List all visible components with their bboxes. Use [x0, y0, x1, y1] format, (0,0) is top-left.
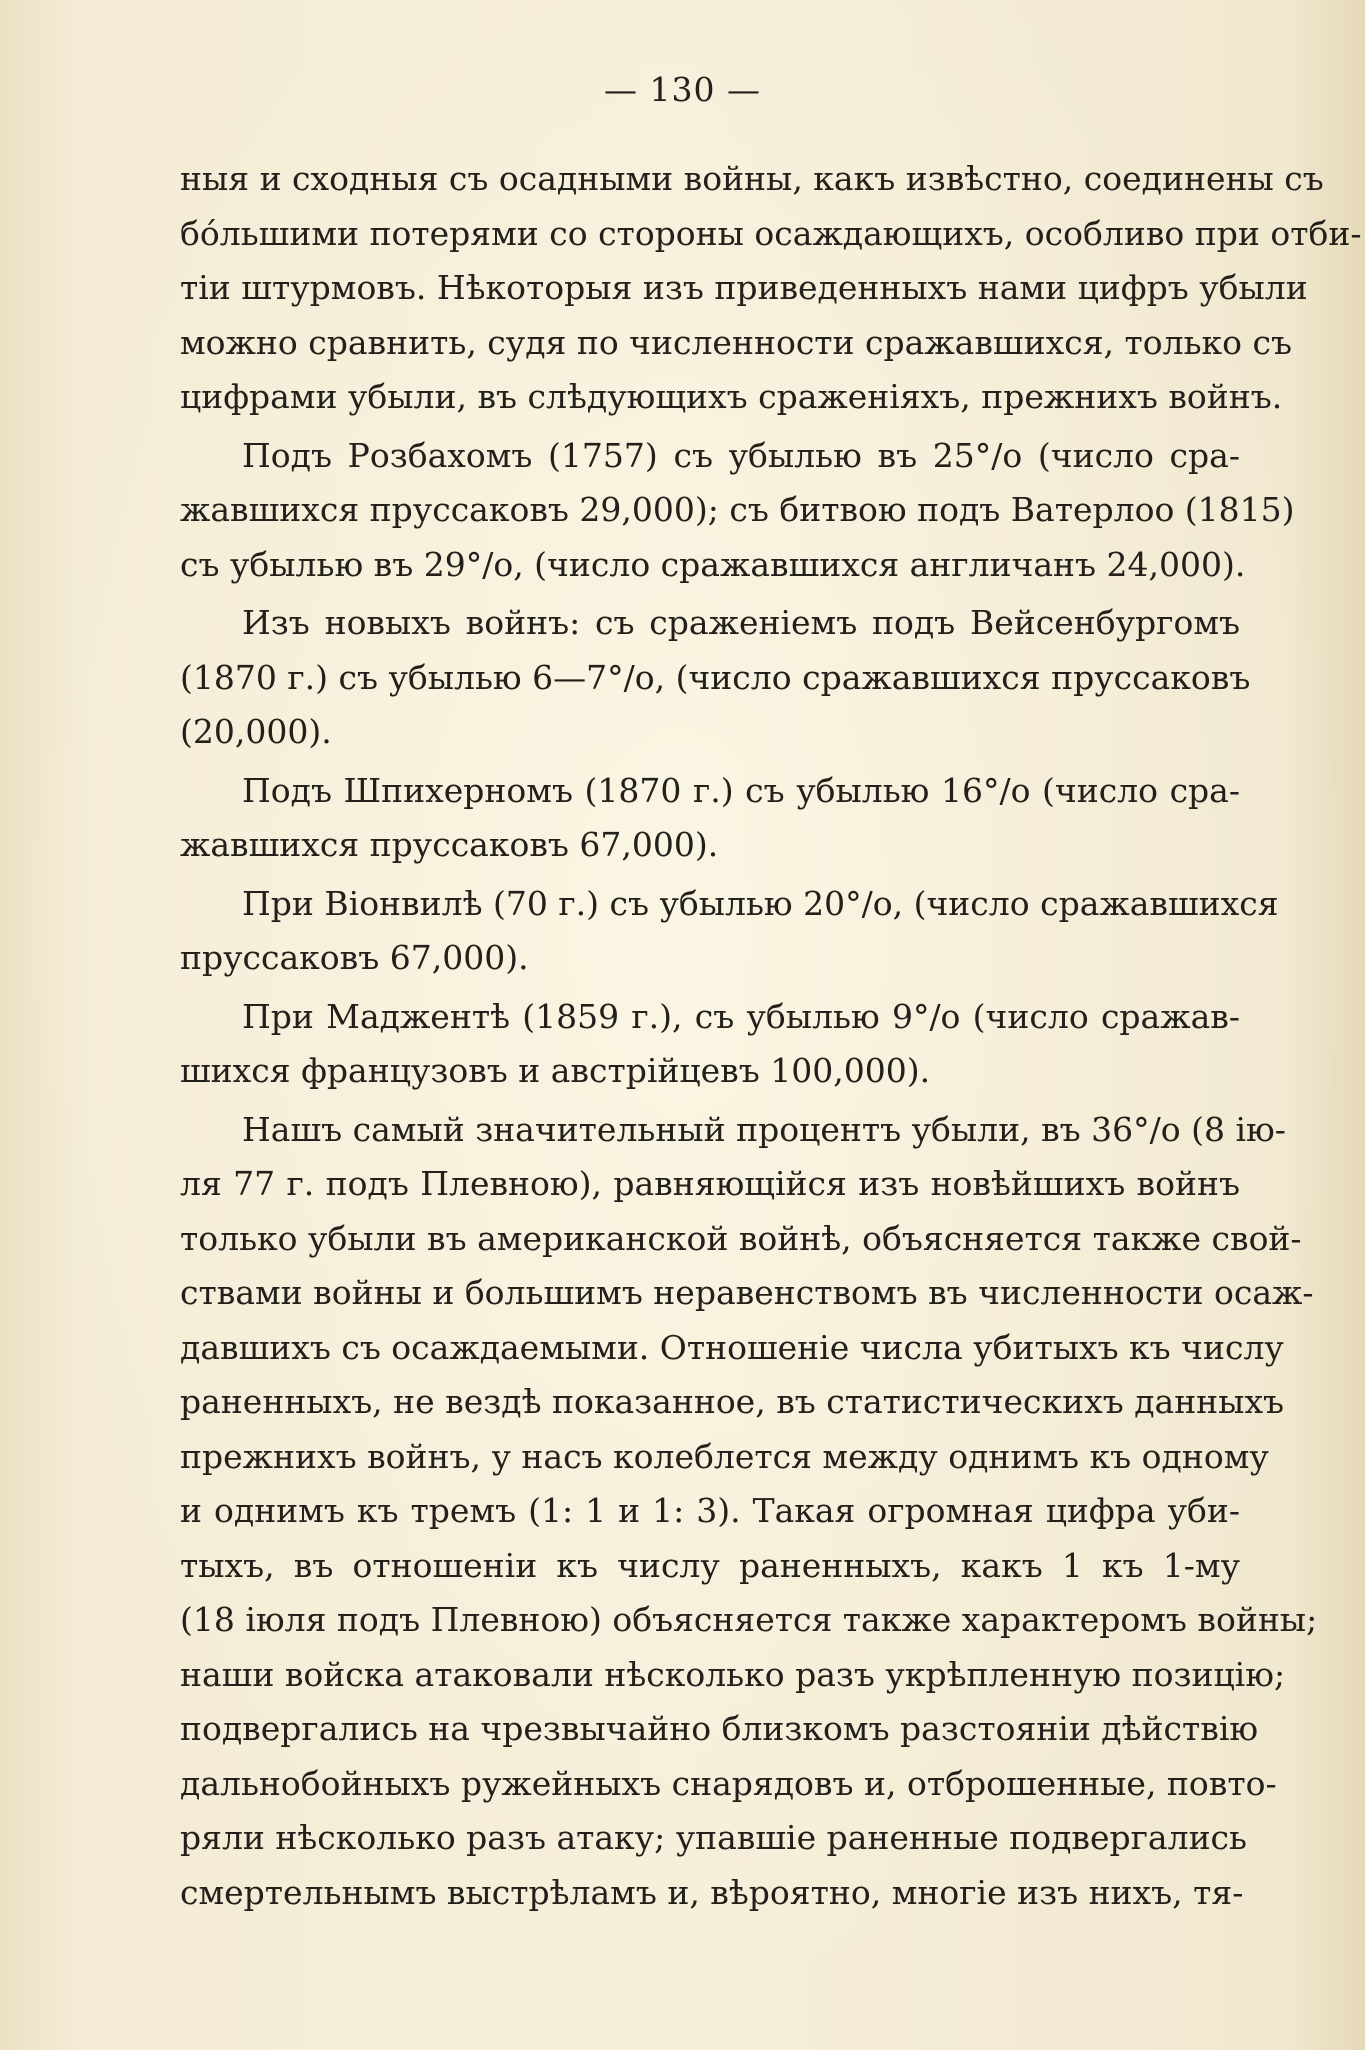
text-line: Подъ Розбахомъ (1757) съ убылью въ 25°/o (число сра-	[242, 435, 1240, 475]
text-line: подвергались на чрезвычайно близкомъ разстояніи дѣйствію	[180, 1709, 1259, 1748]
text-line: дальнобойныхъ ружейныхъ снарядовъ и, отброшенные, повто-	[180, 1763, 1277, 1803]
text-line: шихся французовъ и австрійцевъ 100,000).	[180, 1051, 931, 1090]
text-line: жавшихся пруссаковъ 29,000); съ битвою подъ Ватерлоо (1815)	[180, 490, 1295, 529]
text-line: раненныхъ, не вездѣ показанное, въ статистическихъ данныхъ	[180, 1382, 1285, 1421]
paragraph	[180, 877, 1279, 986]
text-line: съ убылью въ 29°/o, (число сражавшихся англичанъ 24,000).	[180, 544, 1246, 584]
paragraph	[180, 764, 1240, 873]
page-number: — 130 —	[604, 70, 761, 109]
text-line: и однимъ къ тремъ (1: 1 и 1: 3). Такая огромная цифра уби-	[180, 1491, 1240, 1530]
text-line: пруссаковъ 67,000).	[180, 938, 529, 977]
paragraph	[180, 152, 1362, 425]
text-line: давшихъ съ осаждаемыми. Отношеніе числа убитыхъ къ числу	[180, 1327, 1284, 1367]
text-line: тыхъ, въ отношеніи къ числу раненныхъ, какъ 1 къ 1-му	[180, 1545, 1240, 1585]
text-line: (18 іюля подъ Плевною) объясняется также характеромъ войны;	[180, 1600, 1318, 1639]
text-line: Подъ Шпихерномъ (1870 г.) съ убылью 16°/o (число сра-	[242, 770, 1240, 810]
text-line: Нашъ самый значительный процентъ убыли, въ 36°/o (8 ію-	[242, 1109, 1286, 1149]
text-line: только убыли въ американской войнѣ, объясняется также свой-	[180, 1218, 1302, 1258]
paragraph	[180, 429, 1295, 593]
text-line: можно сравнить, судя по численности сражавшихся, только съ	[180, 322, 1293, 362]
text-line: ля 77 г. подъ Плевною), равняющійся изъ новѣйшихъ войнъ	[180, 1164, 1240, 1203]
text-line: (1870 г.) съ убылью 6—7°/o, (число сражавшихся пруссаковъ	[180, 657, 1251, 697]
text-line: ныя и сходныя съ осадными войны, какъ извѣстно, соединены съ	[180, 159, 1324, 198]
body-text	[180, 152, 1362, 1920]
text-line: ствами войны и большимъ неравенствомъ въ численности осаж-	[180, 1273, 1314, 1312]
text-line: смертельнымъ выстрѣламъ и, вѣроятно, многіе изъ нихъ, тя-	[180, 1872, 1244, 1912]
text-line: ряли нѣсколько разъ атаку; упавшіе раненные подвергались	[180, 1818, 1248, 1857]
text-line: прежнихъ войнъ, у насъ колеблется между однимъ къ одному	[180, 1436, 1269, 1476]
text-line: наши войска атаковали нѣсколько разъ укрѣпленную позицію;	[180, 1654, 1286, 1694]
paragraph	[180, 1103, 1318, 1921]
text-line: Изъ новыхъ войнъ: съ сраженіемъ подъ Вейсенбургомъ	[242, 603, 1240, 642]
text-line: жавшихся пруссаковъ 67,000).	[180, 825, 719, 864]
text-line: При Маджентѣ (1859 г.), съ убылью 9°/o (число сражав-	[242, 996, 1240, 1036]
paragraph	[180, 990, 1240, 1099]
text-line: цифрами убыли, въ слѣдующихъ сраженіяхъ, прежнихъ войнъ.	[180, 377, 1283, 416]
text-line: бо́льшими потерями со стороны осаждающихъ, особливо при отби-	[180, 213, 1362, 253]
text-line: тіи штурмовъ. Нѣкоторыя изъ приведенныхъ нами цифръ убыли	[180, 268, 1308, 307]
paragraph	[180, 596, 1251, 760]
text-line: (20,000).	[180, 712, 332, 751]
text-line: При Віонвилѣ (70 г.) съ убылью 20°/o, (число сражавшихся	[242, 883, 1279, 923]
